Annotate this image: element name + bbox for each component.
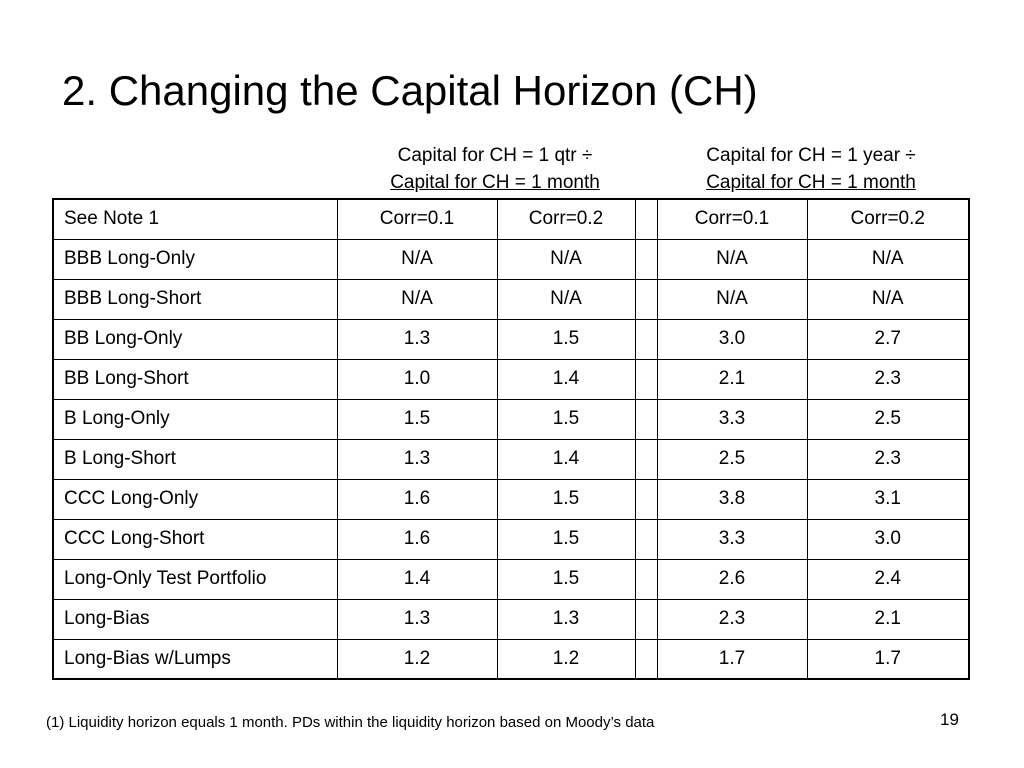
year-corr-2-cell: 3.1 (807, 479, 969, 519)
slide-title: 2. Changing the Capital Horizon (CH) (62, 67, 758, 114)
qtr-corr-1-cell: 1.3 (337, 599, 497, 639)
year-corr-2-cell: 2.1 (807, 599, 969, 639)
qtr-corr-2-cell: N/A (497, 239, 635, 279)
year-corr-2-cell: 1.7 (807, 639, 969, 679)
year-corr-2-cell: 2.3 (807, 359, 969, 399)
year-corr-1-cell: 3.0 (657, 319, 807, 359)
separator-cell (635, 479, 657, 519)
separator-cell (635, 239, 657, 279)
row-label-cell: B Long-Only (53, 399, 337, 439)
footnote: (1) Liquidity horizon equals 1 month. PDs within the liquidity horizon based on Moody’s data (46, 714, 655, 731)
header-qtr-corr-2: Corr=0.2 (497, 199, 635, 239)
year-corr-2-cell: 2.3 (807, 439, 969, 479)
year-corr-1-cell: 2.5 (657, 439, 807, 479)
year-corr-1-cell: 2.6 (657, 559, 807, 599)
group-header-year (656, 142, 966, 196)
capital-horizon-table (52, 198, 970, 680)
separator-cell (635, 639, 657, 679)
row-label-cell: Long-Bias (53, 599, 337, 639)
year-corr-1-cell: 3.3 (657, 399, 807, 439)
qtr-corr-1-cell: 1.6 (337, 519, 497, 559)
table-header-row (53, 199, 969, 239)
row-label-cell: Long-Bias w/Lumps (53, 639, 337, 679)
row-label-cell: Long-Only Test Portfolio (53, 559, 337, 599)
qtr-corr-2-cell: 1.4 (497, 359, 635, 399)
table-row (53, 599, 969, 639)
group-header-year-line2: Capital for CH = 1 month (706, 172, 916, 193)
group-header-year-line1: Capital for CH = 1 year ÷ (706, 145, 916, 166)
qtr-corr-2-cell: 1.5 (497, 479, 635, 519)
qtr-corr-2-cell: 1.2 (497, 639, 635, 679)
year-corr-1-cell: 2.1 (657, 359, 807, 399)
table-row (53, 239, 969, 279)
year-corr-2-cell: N/A (807, 279, 969, 319)
row-label-cell: BBB Long-Short (53, 279, 337, 319)
table-row (53, 639, 969, 679)
year-corr-2-cell: 2.5 (807, 399, 969, 439)
header-year-corr-1: Corr=0.1 (657, 199, 807, 239)
separator-cell (635, 359, 657, 399)
qtr-corr-2-cell: 1.3 (497, 599, 635, 639)
separator-cell (635, 519, 657, 559)
row-label-cell: BBB Long-Only (53, 239, 337, 279)
year-corr-1-cell: 2.3 (657, 599, 807, 639)
year-corr-1-cell: N/A (657, 279, 807, 319)
year-corr-1-cell: 1.7 (657, 639, 807, 679)
qtr-corr-2-cell: 1.5 (497, 559, 635, 599)
table-row (53, 559, 969, 599)
year-corr-1-cell: N/A (657, 239, 807, 279)
separator-cell (635, 199, 657, 239)
table-row (53, 439, 969, 479)
group-header-qtr (336, 142, 654, 196)
qtr-corr-1-cell: 1.4 (337, 559, 497, 599)
table-row (53, 319, 969, 359)
header-label-cell: See Note 1 (53, 199, 337, 239)
qtr-corr-1-cell: 1.3 (337, 319, 497, 359)
header-year-corr-2: Corr=0.2 (807, 199, 969, 239)
qtr-corr-1-cell: 1.3 (337, 439, 497, 479)
table-row (53, 479, 969, 519)
group-header-qtr-line2: Capital for CH = 1 month (390, 172, 600, 193)
year-corr-1-cell: 3.8 (657, 479, 807, 519)
separator-cell (635, 439, 657, 479)
qtr-corr-2-cell: 1.4 (497, 439, 635, 479)
year-corr-2-cell: 2.4 (807, 559, 969, 599)
year-corr-2-cell: N/A (807, 239, 969, 279)
year-corr-2-cell: 2.7 (807, 319, 969, 359)
year-corr-2-cell: 3.0 (807, 519, 969, 559)
year-corr-1-cell: 3.3 (657, 519, 807, 559)
separator-cell (635, 399, 657, 439)
qtr-corr-1-cell: 1.5 (337, 399, 497, 439)
page-number: 19 (940, 710, 959, 729)
table-row (53, 359, 969, 399)
qtr-corr-2-cell: N/A (497, 279, 635, 319)
qtr-corr-1-cell: N/A (337, 279, 497, 319)
row-label-cell: BB Long-Short (53, 359, 337, 399)
qtr-corr-2-cell: 1.5 (497, 519, 635, 559)
qtr-corr-2-cell: 1.5 (497, 319, 635, 359)
separator-cell (635, 319, 657, 359)
group-header-qtr-line1: Capital for CH = 1 qtr ÷ (397, 145, 593, 166)
row-label-cell: CCC Long-Only (53, 479, 337, 519)
qtr-corr-1-cell: 1.2 (337, 639, 497, 679)
separator-cell (635, 559, 657, 599)
qtr-corr-1-cell: 1.6 (337, 479, 497, 519)
qtr-corr-1-cell: 1.0 (337, 359, 497, 399)
separator-cell (635, 599, 657, 639)
qtr-corr-2-cell: 1.5 (497, 399, 635, 439)
separator-cell (635, 279, 657, 319)
qtr-corr-1-cell: N/A (337, 239, 497, 279)
table-row (53, 399, 969, 439)
row-label-cell: CCC Long-Short (53, 519, 337, 559)
header-qtr-corr-1: Corr=0.1 (337, 199, 497, 239)
row-label-cell: BB Long-Only (53, 319, 337, 359)
table-row (53, 279, 969, 319)
row-label-cell: B Long-Short (53, 439, 337, 479)
table-row (53, 519, 969, 559)
